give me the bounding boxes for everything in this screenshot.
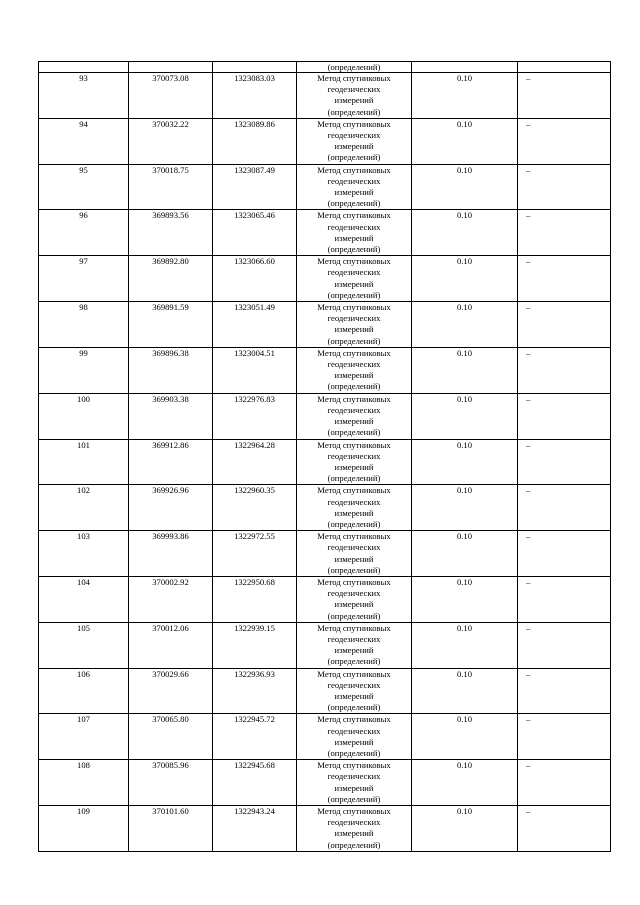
method-line: Метод спутниковых: [317, 576, 391, 587]
cell-method: [297, 714, 412, 760]
cell-y: 1323066.60: [213, 256, 297, 302]
cell-number: 109: [39, 806, 129, 852]
cell-y: 1322939.15: [213, 622, 297, 668]
cell-note: [518, 62, 611, 73]
continuation-row: [39, 62, 611, 73]
cell-error: [412, 62, 518, 73]
cell-y: 1322936.93: [213, 668, 297, 714]
cell-y: 1322972.55: [213, 531, 297, 577]
method-line: Метод спутниковых: [317, 118, 391, 129]
cell-x: 369892.80: [129, 256, 213, 302]
cell-x: 370029.66: [129, 668, 213, 714]
cell-method: [297, 485, 412, 531]
cell-note: –: [518, 760, 611, 806]
cell-x: 369893.56: [129, 210, 213, 256]
cell-method: [297, 393, 412, 439]
cell-x: 369891.59: [129, 302, 213, 348]
cell-note: –: [518, 393, 611, 439]
cell-number: 96: [39, 210, 129, 256]
method-line: геодезических: [327, 633, 381, 644]
method-line: Метод спутниковых: [317, 485, 391, 496]
cell-number: 106: [39, 668, 129, 714]
cell-error: 0.10: [412, 531, 518, 577]
cell-number: 103: [39, 531, 129, 577]
cell-note: –: [518, 576, 611, 622]
cell-y: 1322950.68: [213, 576, 297, 622]
cell-error: 0.10: [412, 393, 518, 439]
method-line: Метод спутниковых: [317, 531, 391, 542]
method-line: геодезических: [327, 450, 381, 461]
method-line: Метод спутниковых: [317, 622, 391, 633]
method-line: геодезических: [327, 817, 381, 828]
method-line: геодезических: [327, 130, 381, 141]
method-line: геодезических: [327, 679, 381, 690]
cell-error: 0.10: [412, 760, 518, 806]
cell-error: 0.10: [412, 164, 518, 210]
cell-note: –: [518, 256, 611, 302]
cell-y: [213, 62, 297, 73]
method-line: геодезических: [327, 771, 381, 782]
method-line: Метод спутниковых: [317, 668, 391, 679]
cell-method: [297, 760, 412, 806]
table-row: [39, 531, 611, 577]
cell-method: [297, 576, 412, 622]
cell-x: 370018.75: [129, 164, 213, 210]
cell-number: 97: [39, 256, 129, 302]
cell-number: 98: [39, 302, 129, 348]
cell-y: 1322943.24: [213, 806, 297, 852]
method-line: (определений): [327, 473, 381, 484]
cell-method: [297, 668, 412, 714]
cell-y: 1323083.03: [213, 73, 297, 119]
method-line: Метод спутниковых: [317, 714, 391, 725]
cell-x: 369912.86: [129, 439, 213, 485]
cell-note: –: [518, 73, 611, 119]
cell-note: –: [518, 668, 611, 714]
method-line: (определений): [327, 610, 381, 621]
cell-method: [297, 531, 412, 577]
cell-method: [297, 118, 412, 164]
cell-method: [297, 622, 412, 668]
method-line: геодезических: [327, 221, 381, 232]
cell-y: 1322964.28: [213, 439, 297, 485]
cell-x: [129, 62, 213, 73]
method-line: измерений: [334, 461, 374, 472]
table-row: [39, 256, 611, 302]
cell-x: 370012.06: [129, 622, 213, 668]
cell-method: [297, 347, 412, 393]
cell-note: –: [518, 164, 611, 210]
cell-note: –: [518, 622, 611, 668]
method-line: Метод спутниковых: [317, 302, 391, 313]
cell-y: 1323004.51: [213, 347, 297, 393]
cell-method: (определений): [297, 62, 412, 73]
cell-x: 370032.22: [129, 118, 213, 164]
method-line: геодезических: [327, 404, 381, 415]
cell-number: 104: [39, 576, 129, 622]
method-line: (определений): [327, 427, 381, 438]
cell-note: –: [518, 806, 611, 852]
cell-note: –: [518, 714, 611, 760]
table-row: [39, 210, 611, 256]
method-line: измерений: [334, 187, 374, 198]
method-line: (определений): [327, 564, 381, 575]
cell-error: 0.10: [412, 302, 518, 348]
method-line: геодезических: [327, 313, 381, 324]
method-line: (определений): [327, 518, 381, 529]
cell-method: [297, 210, 412, 256]
cell-number: [39, 62, 129, 73]
method-line: геодезических: [327, 175, 381, 186]
method-line: геодезических: [327, 267, 381, 278]
table-body: [39, 62, 611, 852]
cell-note: –: [518, 118, 611, 164]
method-line: измерений: [334, 690, 374, 701]
method-line: измерений: [334, 645, 374, 656]
method-line: измерений: [334, 553, 374, 564]
cell-x: 370101.60: [129, 806, 213, 852]
cell-x: 370073.08: [129, 73, 213, 119]
cell-method: [297, 302, 412, 348]
method-line: геодезических: [327, 359, 381, 370]
cell-y: 1323065.46: [213, 210, 297, 256]
cell-number: 99: [39, 347, 129, 393]
cell-x: 370002.92: [129, 576, 213, 622]
method-line: геодезических: [327, 84, 381, 95]
method-line: измерений: [334, 141, 374, 152]
cell-x: 369903.38: [129, 393, 213, 439]
cell-method: [297, 164, 412, 210]
cell-number: 95: [39, 164, 129, 210]
cell-x: 370065.80: [129, 714, 213, 760]
cell-number: 93: [39, 73, 129, 119]
cell-error: 0.10: [412, 347, 518, 393]
cell-number: 102: [39, 485, 129, 531]
method-line: (определений): [327, 198, 381, 209]
cell-error: 0.10: [412, 576, 518, 622]
cell-number: 94: [39, 118, 129, 164]
cell-y: 1322960.35: [213, 485, 297, 531]
method-line: измерений: [334, 324, 374, 335]
method-line: измерений: [334, 370, 374, 381]
method-line: Метод спутниковых: [317, 760, 391, 771]
table-row: [39, 485, 611, 531]
method-line: Метод спутниковых: [317, 439, 391, 450]
method-line: (определений): [327, 381, 381, 392]
cell-y: 1323089.86: [213, 118, 297, 164]
cell-method: [297, 439, 412, 485]
method-line: (определений): [327, 702, 381, 713]
method-line: измерений: [334, 507, 374, 518]
cell-x: 369926.96: [129, 485, 213, 531]
table-row: [39, 347, 611, 393]
cell-x: 370085.96: [129, 760, 213, 806]
cell-note: –: [518, 302, 611, 348]
method-line: измерений: [334, 782, 374, 793]
cell-error: 0.10: [412, 668, 518, 714]
method-line: геодезических: [327, 496, 381, 507]
method-line: измерений: [334, 736, 374, 747]
method-line: измерений: [334, 95, 374, 106]
table-row: [39, 760, 611, 806]
method-line: Метод спутниковых: [317, 164, 391, 175]
cell-error: 0.10: [412, 256, 518, 302]
cell-method: [297, 256, 412, 302]
cell-y: 1322945.72: [213, 714, 297, 760]
method-line: Метод спутниковых: [317, 73, 391, 83]
method-line: (определений): [327, 335, 381, 346]
table-row: [39, 622, 611, 668]
table-row: [39, 118, 611, 164]
method-line: геодезических: [327, 725, 381, 736]
method-line: (определений): [327, 152, 381, 163]
cell-error: 0.10: [412, 485, 518, 531]
table-row: [39, 576, 611, 622]
cell-x: 369896.38: [129, 347, 213, 393]
method-line: (определений): [327, 747, 381, 758]
table-row: [39, 393, 611, 439]
method-line: Метод спутниковых: [317, 806, 391, 816]
method-line: измерений: [334, 828, 374, 839]
cell-error: 0.10: [412, 73, 518, 119]
cell-number: 105: [39, 622, 129, 668]
method-line: измерений: [334, 599, 374, 610]
cell-note: –: [518, 531, 611, 577]
cell-y: 1322976.83: [213, 393, 297, 439]
method-line: (определений): [327, 244, 381, 255]
cell-y: 1323051.49: [213, 302, 297, 348]
method-line: геодезических: [327, 588, 381, 599]
cell-error: 0.10: [412, 439, 518, 485]
table-row: [39, 714, 611, 760]
coordinates-table: [38, 61, 611, 852]
cell-error: 0.10: [412, 118, 518, 164]
cell-error: 0.10: [412, 622, 518, 668]
method-line: Метод спутниковых: [317, 347, 391, 358]
method-line: Метод спутниковых: [317, 256, 391, 267]
method-line: Метод спутниковых: [317, 393, 391, 404]
cell-error: 0.10: [412, 210, 518, 256]
cell-x: 369993.86: [129, 531, 213, 577]
method-line: измерений: [334, 278, 374, 289]
method-line: (определений): [327, 289, 381, 300]
cell-note: –: [518, 485, 611, 531]
table-row: [39, 668, 611, 714]
method-line: измерений: [334, 232, 374, 243]
cell-note: –: [518, 347, 611, 393]
table-row: [39, 806, 611, 852]
cell-number: 101: [39, 439, 129, 485]
table-row: [39, 302, 611, 348]
cell-method: [297, 73, 412, 119]
cell-y: 1322945.68: [213, 760, 297, 806]
cell-y: 1323087.49: [213, 164, 297, 210]
table-row: [39, 73, 611, 119]
method-line: (определений): [327, 106, 381, 117]
cell-note: –: [518, 439, 611, 485]
method-line: Метод спутниковых: [317, 210, 391, 221]
table-row: [39, 439, 611, 485]
cell-number: 108: [39, 760, 129, 806]
cell-error: 0.10: [412, 806, 518, 852]
method-line: (определений): [327, 793, 381, 804]
cell-number: 100: [39, 393, 129, 439]
table-row: [39, 164, 611, 210]
method-line: геодезических: [327, 542, 381, 553]
method-line: (определений): [327, 839, 381, 850]
cell-note: –: [518, 210, 611, 256]
method-line: измерений: [334, 416, 374, 427]
cell-method: [297, 806, 412, 852]
method-line: (определений): [327, 656, 381, 667]
cell-error: 0.10: [412, 714, 518, 760]
cell-number: 107: [39, 714, 129, 760]
